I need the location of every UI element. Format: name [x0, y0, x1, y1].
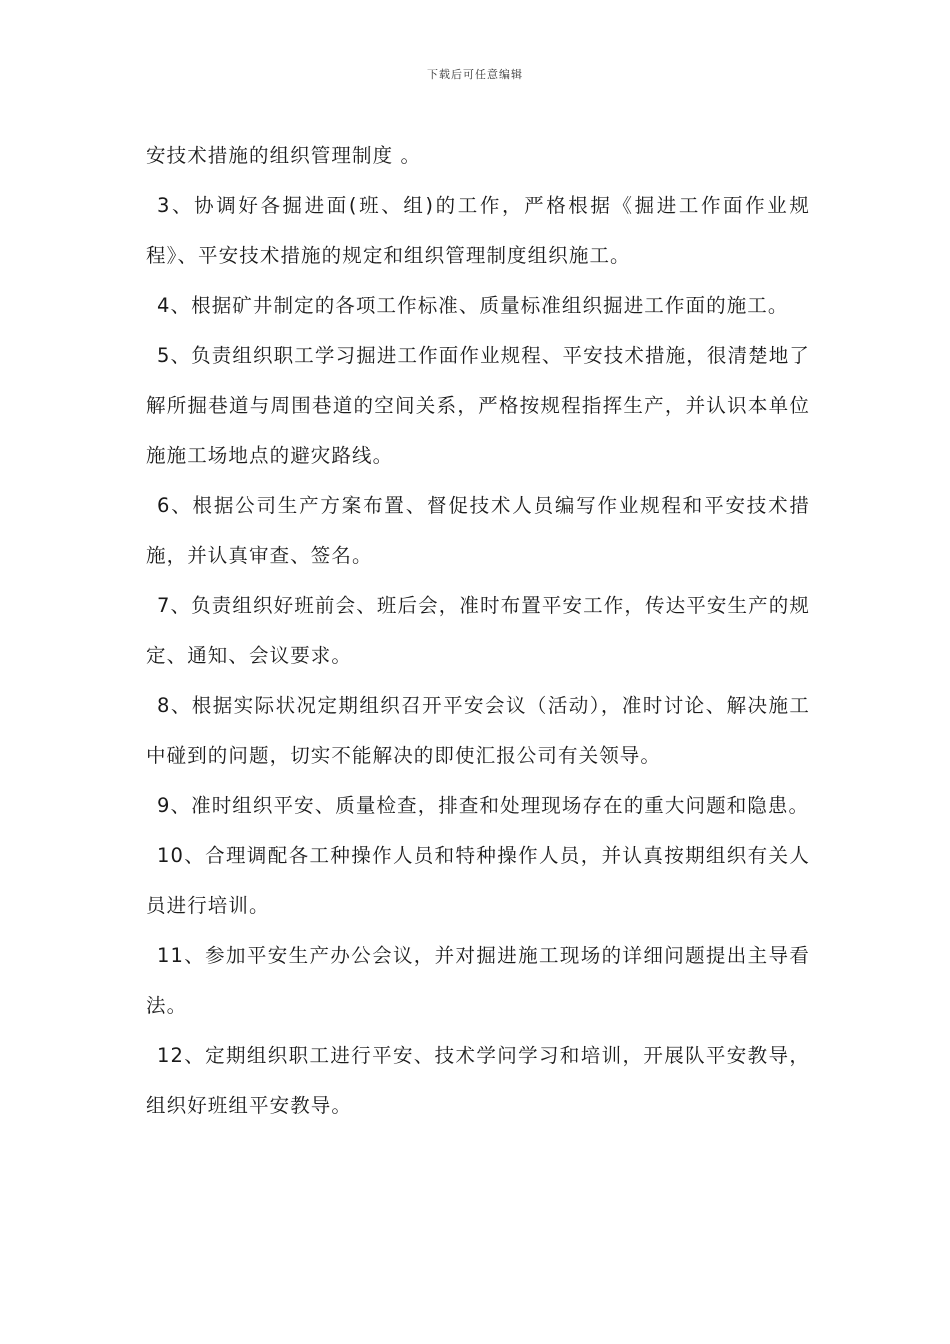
list-item-9: 9、准时组织平安、质量检查，排查和处理现场存在的重大问题和隐患。: [157, 794, 810, 817]
list-item-7: 7、负责组织好班前会、班后会，准时布置平安工作，传达平安生产的规定、通知、会议要求。: [146, 594, 810, 667]
list-item-8: 8、根据实际状况定期组织召开平安会议（活动），准时讨论、解决施工中碰到的问题，切实不能解决的即使汇报公司有关领导。: [146, 694, 810, 767]
page-header: 下载后可任意编辑: [427, 68, 523, 81]
list-item-6: 6、根据公司生产方案布置、督促技术人员编写作业规程和平安技术措施，并认真审查、签名。: [146, 494, 810, 567]
document-body: [146, 131, 810, 1131]
list-item-3: 3、协调好各掘进面(班、组)的工作，严格根据《掘进工作面作业规程》、平安技术措施的规定和组织管理制度组织施工。: [146, 194, 810, 267]
list-item-4: 4、根据矿井制定的各项工作标准、质量标准组织掘进工作面的施工。: [157, 294, 789, 317]
list-item-12: 12、定期组织职工进行平安、技术学问学习和培训，开展队平安教导，组织好班组平安教导。: [146, 1044, 810, 1117]
list-item-5: 5、负责组织职工学习掘进工作面作业规程、平安技术措施，很清楚地了解所掘巷道与周围巷道的空间关系，严格按规程指挥生产，并认识本单位施施工场地点的避灾路线。: [146, 344, 810, 467]
list-item-11: 11、参加平安生产办公会议，并对掘进施工现场的详细问题提出主导看法。: [146, 944, 810, 1017]
paragraph-continuation: 安技术措施的组织管理制度 。: [146, 144, 422, 167]
list-item-10: 10、合理调配各工种操作人员和特种操作人员，并认真按期组织有关人员进行培训。: [146, 844, 810, 917]
